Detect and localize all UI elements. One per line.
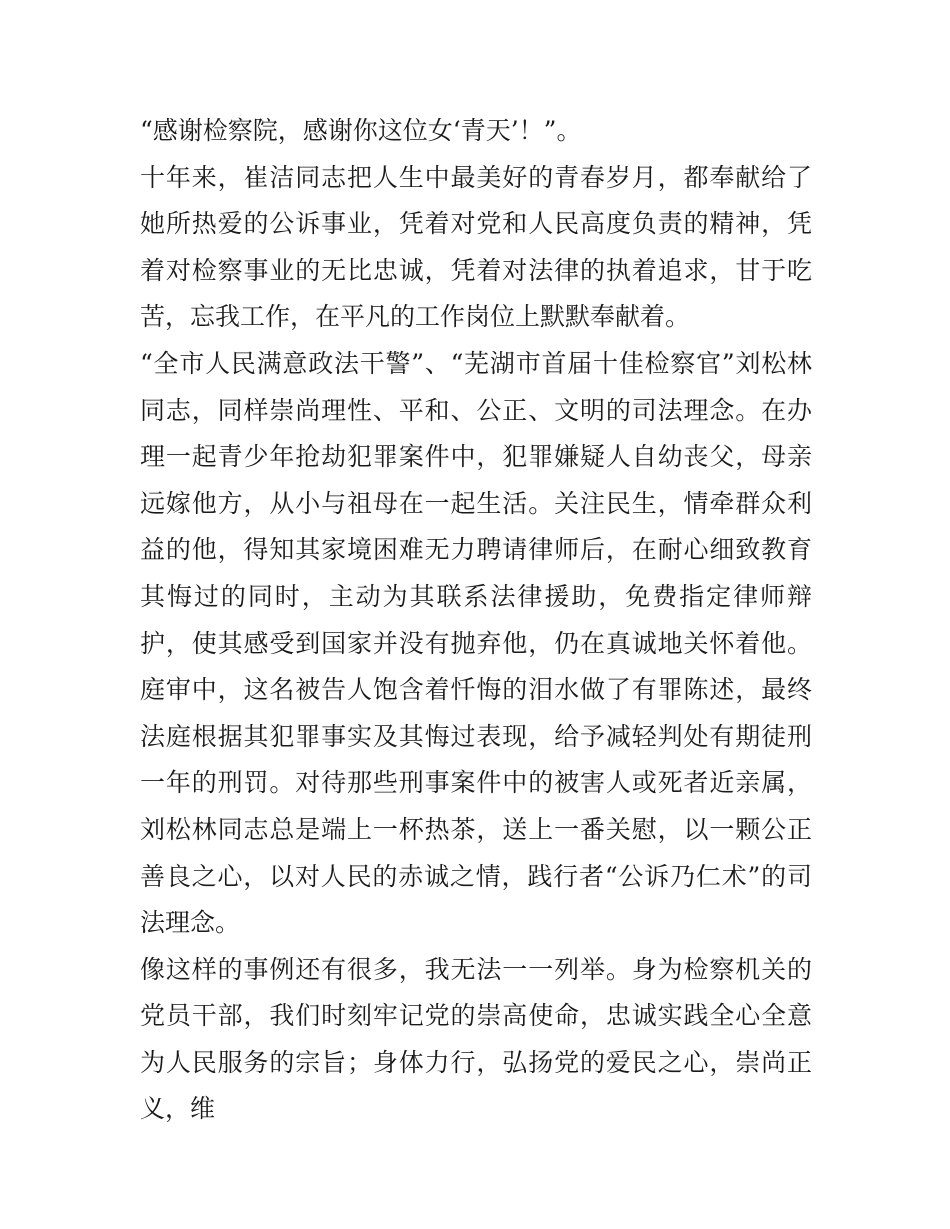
paragraph-1: “感谢检察院，感谢你这位女‘青天’！”。 — [140, 116, 582, 145]
paragraph-3: “全市人民满意政法干警”、“芜湖市首届十佳检察官”刘松林同志，同样崇尚理性、平和、公正、文明的司法理念。在办理一起青少年抢劫犯罪案件中，犯罪嫌疑人自幼丧父，母亲远嫁他方，从小与祖母在一起生活。关注民生，情牵群众利益的他，得知其家境困难无力聘请律师后，在耐心细致教育其悔过的同时，主动为其联系法律援助，免费指定律师辩护，使其感受到国家并没有抛弃他，仍在真诚地关怀着他。庭审中，这名被告人饱含着忏悔的泪水做了有罪陈述，最终法庭根据其犯罪事实及其悔过表现，给予减轻判处有期徒刑一年的刑罚。对待那些刑事案件中的被害人或死者近亲属，刘松林同志总是端上一杯热茶，送上一番关慰，以一颗公正善良之心，以对人民的赤诚之情，践行者“公诉乃仁术”的司法理念。 — [140, 348, 812, 938]
document-body — [140, 108, 812, 1133]
paragraph-2: 十年来，崔洁同志把人生中最美好的青春岁月，都奉献给了她所热爱的公诉事业，凭着对党和人民高度负责的精神，凭着对检察事业的无比忠诚，凭着对法律的执着追求，甘于吃苦，忘我工作，在平凡的工作岗位上默默奉献着。 — [140, 162, 812, 332]
paragraph-4: 像这样的事例还有很多，我无法一一列举。身为检察机关的党员干部，我们时刻牢记党的崇高使命，忠诚实践全心全意为人民服务的宗旨；身体力行，弘扬党的爱民之心，崇尚正义，维 — [140, 954, 812, 1124]
